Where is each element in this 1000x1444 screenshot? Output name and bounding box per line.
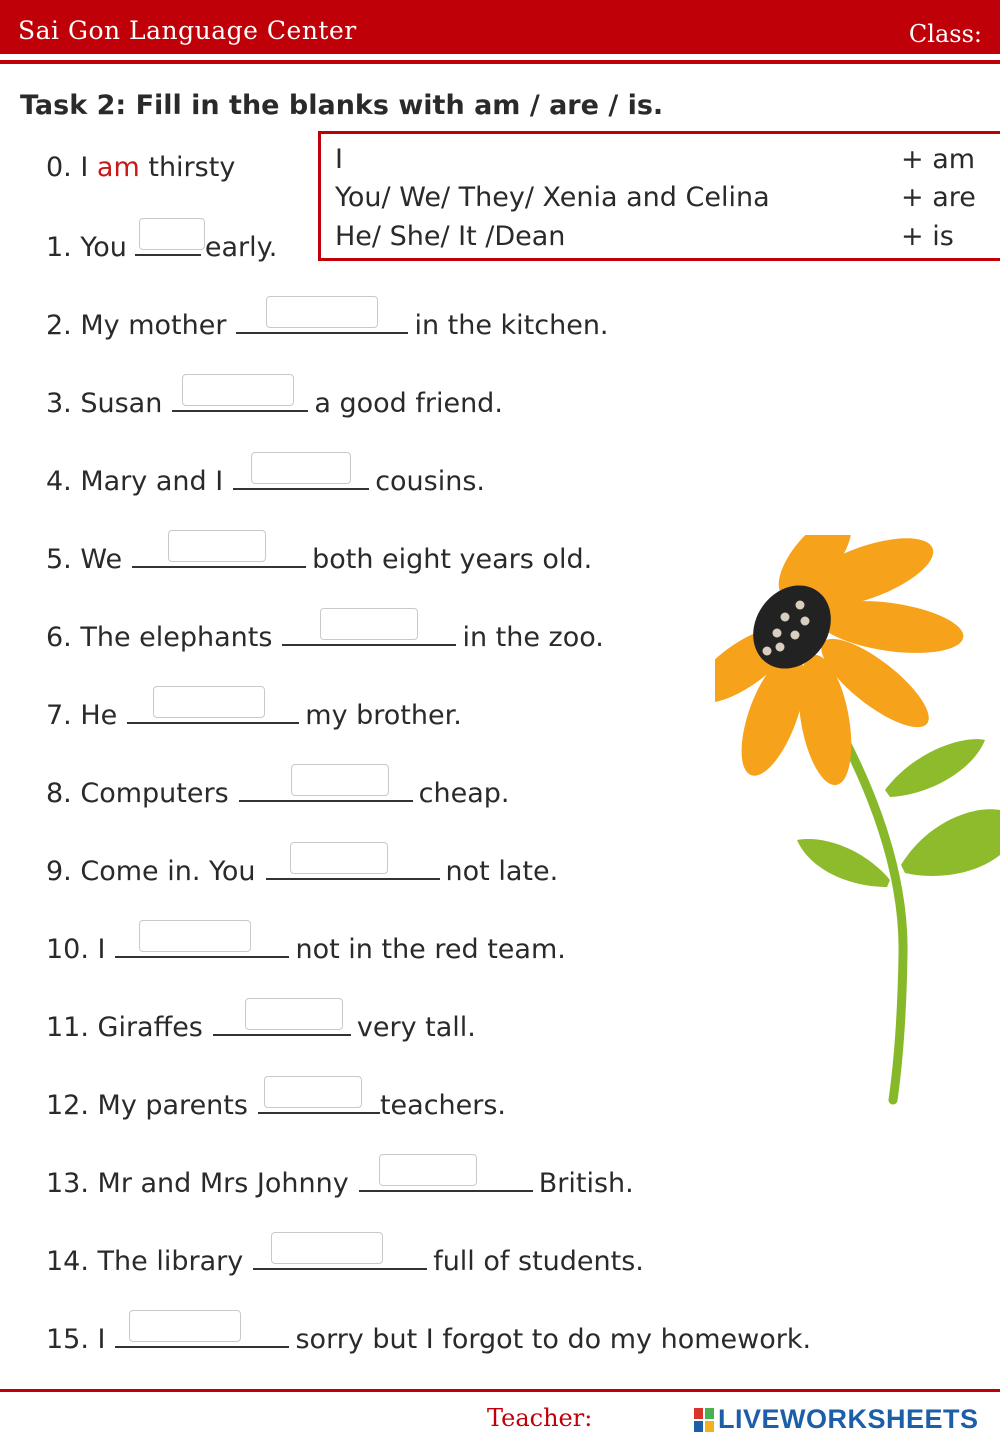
exercise-item [46, 462, 485, 500]
item-suffix: sorry but I forgot to do my homework. [295, 1324, 812, 1355]
footer-divider [0, 1389, 1000, 1392]
item-prefix: 15. I [46, 1324, 106, 1355]
teacher-label: Teacher: [487, 1404, 593, 1432]
item-prefix: 9. Come in. You [46, 856, 256, 887]
item-suffix: not late. [445, 856, 559, 887]
center-name: Sai Gon Language Center [18, 16, 357, 45]
item-prefix: 10. I [46, 934, 106, 965]
answer-input[interactable] [320, 608, 418, 640]
item-prefix: 7. He [46, 700, 118, 731]
task-title: Task 2: Fill in the blanks with am / are / is. [20, 90, 664, 121]
example-item [46, 150, 235, 186]
exercise-item [46, 540, 592, 578]
item-suffix: cheap. [418, 778, 510, 809]
exercise-item [46, 852, 558, 890]
rule-subject: You/ We/ They/ Xenia and Celina [335, 182, 770, 213]
exercise-item [46, 306, 609, 344]
answer-blank [239, 774, 413, 802]
answer-blank [359, 1164, 533, 1192]
item-prefix: 5. We [46, 544, 123, 575]
rule-verb: + are [901, 182, 976, 213]
answer-blank [282, 618, 456, 646]
answer-blank [127, 696, 299, 724]
item-suffix: not in the red team. [295, 934, 566, 965]
item-prefix: 1. You [46, 232, 127, 263]
rule-verb: + is [901, 221, 954, 252]
liveworksheets-logo-icon [694, 1408, 714, 1432]
exercise-item [46, 1242, 644, 1280]
flower-illustration [715, 535, 1000, 1105]
item-suffix: early. [204, 232, 278, 263]
item-prefix: 0. I [46, 152, 89, 183]
item-suffix: in the kitchen. [414, 310, 609, 341]
item-prefix: 6. The elephants [46, 622, 273, 653]
grammar-rule-box [318, 131, 1000, 261]
item-suffix: in the zoo. [462, 622, 604, 653]
answer-blank [213, 1008, 351, 1036]
answer-input[interactable] [291, 764, 389, 796]
item-suffix: cousins. [375, 466, 485, 497]
exercise-item [46, 618, 604, 656]
item-suffix: teachers. [379, 1090, 507, 1121]
item-suffix: both eight years old. [312, 544, 593, 575]
item-prefix: 11. Giraffes [46, 1012, 203, 1043]
item-prefix: 3. Susan [46, 388, 163, 419]
answer-blank [258, 1086, 380, 1114]
exercise-item [46, 384, 503, 422]
answer-blank [135, 228, 201, 256]
rule-subject: He/ She/ It /Dean [335, 221, 566, 252]
item-suffix: British. [538, 1168, 634, 1199]
example-answer: am [96, 152, 140, 183]
answer-input[interactable] [168, 530, 266, 562]
answer-blank [132, 540, 306, 568]
header-divider [0, 60, 1000, 64]
answer-input[interactable] [271, 1232, 383, 1264]
item-suffix: my brother. [305, 700, 462, 731]
answer-blank [233, 462, 369, 490]
exercise-item [46, 1164, 634, 1202]
answer-blank [115, 1320, 289, 1348]
answer-input[interactable] [139, 920, 251, 952]
answer-input[interactable] [182, 374, 294, 406]
exercise-item [46, 228, 277, 266]
exercise-item [46, 774, 509, 812]
item-prefix: 4. Mary and I [46, 466, 224, 497]
brand-name: LIVEWORKSHEETS [718, 1404, 979, 1434]
answer-input[interactable] [129, 1310, 241, 1342]
answer-input[interactable] [379, 1154, 477, 1186]
item-prefix: 12. My parents [46, 1090, 248, 1121]
answer-input[interactable] [251, 452, 351, 484]
item-prefix: 14. The library [46, 1246, 244, 1277]
answer-blank [236, 306, 408, 334]
class-label: Class: [908, 20, 982, 48]
answer-input[interactable] [245, 998, 343, 1030]
answer-input[interactable] [153, 686, 265, 718]
answer-input[interactable] [266, 296, 378, 328]
item-prefix: 8. Computers [46, 778, 229, 809]
answer-blank [172, 384, 308, 412]
header-bar [0, 0, 1000, 54]
answer-input[interactable] [264, 1076, 362, 1108]
item-suffix: a good friend. [314, 388, 503, 419]
exercise-item [46, 696, 462, 734]
exercise-item [46, 1008, 476, 1046]
answer-input[interactable] [290, 842, 388, 874]
item-suffix: very tall. [356, 1012, 476, 1043]
item-prefix: 13. Mr and Mrs Johnny [46, 1168, 349, 1199]
exercise-item [46, 930, 566, 968]
item-suffix: thirsty [148, 152, 236, 183]
answer-blank [115, 930, 289, 958]
exercise-item [46, 1320, 811, 1358]
answer-blank [266, 852, 440, 880]
petals [715, 535, 967, 789]
exercise-item [46, 1086, 506, 1124]
answer-input[interactable] [139, 218, 205, 250]
item-prefix: 2. My mother [46, 310, 227, 341]
rule-subject: I [335, 144, 343, 175]
answer-blank [253, 1242, 427, 1270]
rule-verb: + am [901, 144, 976, 175]
item-suffix: full of students. [433, 1246, 644, 1277]
